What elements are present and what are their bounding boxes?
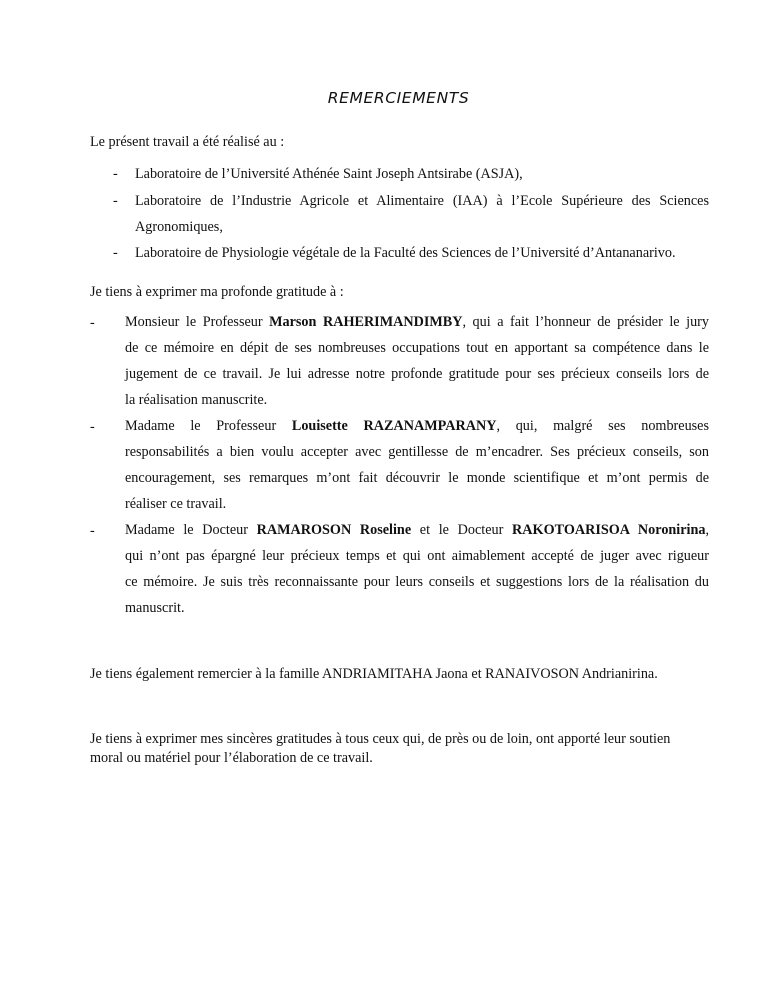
text-segment: , qui, malgré ses nombreuses (496, 418, 709, 434)
paragraph-line: ce mémoire. Je suis très reconnaissante pour leurs conseils et suggestions lors de la réalisation du (125, 574, 709, 590)
paragraph-line: qui n’ont pas épargné leur précieux temps et qui ont aimablement accepté de juger avec rigueur (125, 548, 709, 564)
family-thanks: Je tiens également remercier à la famille ANDRIAMITAHA Jaona et RANAIVOSON Andrianirina. (90, 666, 658, 682)
paragraph-line: réaliser ce travail. (125, 496, 227, 512)
paragraph-line: encouragement, ses remarques m’ont fait découvrir le monde scientifique et m’ont permis de (125, 470, 709, 486)
paragraph-line: manuscrit. (125, 600, 185, 616)
text-segment: Madame le Docteur (125, 522, 257, 538)
text-segment: , (705, 522, 710, 538)
bullet-docteurs (125, 517, 709, 621)
intro-text: Le présent travail a été réalisé au : (90, 134, 285, 150)
paragraph-line: de ce mémoire en dépit de ses nombreuses occupations tout en apportant sa compétence dans le (125, 340, 709, 356)
paragraph-line (125, 413, 709, 439)
person-name: RAKOTOARISOA Noronirina (512, 522, 706, 538)
gratitude-intro: Je tiens à exprimer ma profonde gratitude à : (90, 284, 344, 300)
lab-item-iaa-cont: Agronomiques, (135, 219, 223, 235)
list-dash: - (90, 315, 95, 331)
person-name: Louisette RAZANAMPARANY (291, 418, 497, 434)
list-dash: - (113, 245, 118, 261)
paragraph-line: jugement de ce travail. Je lui adresse notre profonde gratitude pour ses précieux conseils lors de (125, 366, 709, 382)
text-segment: Madame le Professeur (125, 418, 292, 434)
list-dash: - (113, 166, 118, 182)
person-name: RAMAROSON Roseline (256, 522, 412, 538)
bullet-raherimandimby (125, 309, 709, 413)
closing-line-2: moral ou matériel pour l’élaboration de ce travail. (90, 750, 373, 766)
page-title: REMERCIEMENTS (327, 89, 470, 107)
bullet-razanamparany (125, 413, 709, 517)
lab-item-physiologie: Laboratoire de Physiologie végétale de la Faculté des Sciences de l’Université d’Antananarivo. (135, 245, 676, 261)
paragraph-line (125, 309, 709, 335)
list-dash: - (90, 419, 95, 435)
text-segment: , qui a fait l’honneur de présider le jury (462, 314, 709, 330)
paragraph-line: la réalisation manuscrite. (125, 392, 268, 408)
person-name: Marson RAHERIMANDIMBY (269, 314, 463, 330)
text-segment: et le Docteur (411, 522, 513, 538)
lab-item-asja: Laboratoire de l’Université Athénée Saint Joseph Antsirabe (ASJA), (135, 166, 523, 182)
paragraph-line: responsabilités a bien voulu accepter avec gentillesse de m’encadrer. Ses précieux conseils, son (125, 444, 709, 460)
text-segment: Monsieur le Professeur (125, 314, 270, 330)
lab-item-iaa: Laboratoire de l’Industrie Agricole et Alimentaire (IAA) à l’Ecole Supérieure des Sciences (135, 193, 709, 209)
list-dash: - (113, 193, 118, 209)
closing-line-1: Je tiens à exprimer mes sincères gratitudes à tous ceux qui, de près ou de loin, ont apporté leur soutien (90, 731, 671, 747)
paragraph-line (125, 517, 709, 543)
list-dash: - (90, 523, 95, 539)
